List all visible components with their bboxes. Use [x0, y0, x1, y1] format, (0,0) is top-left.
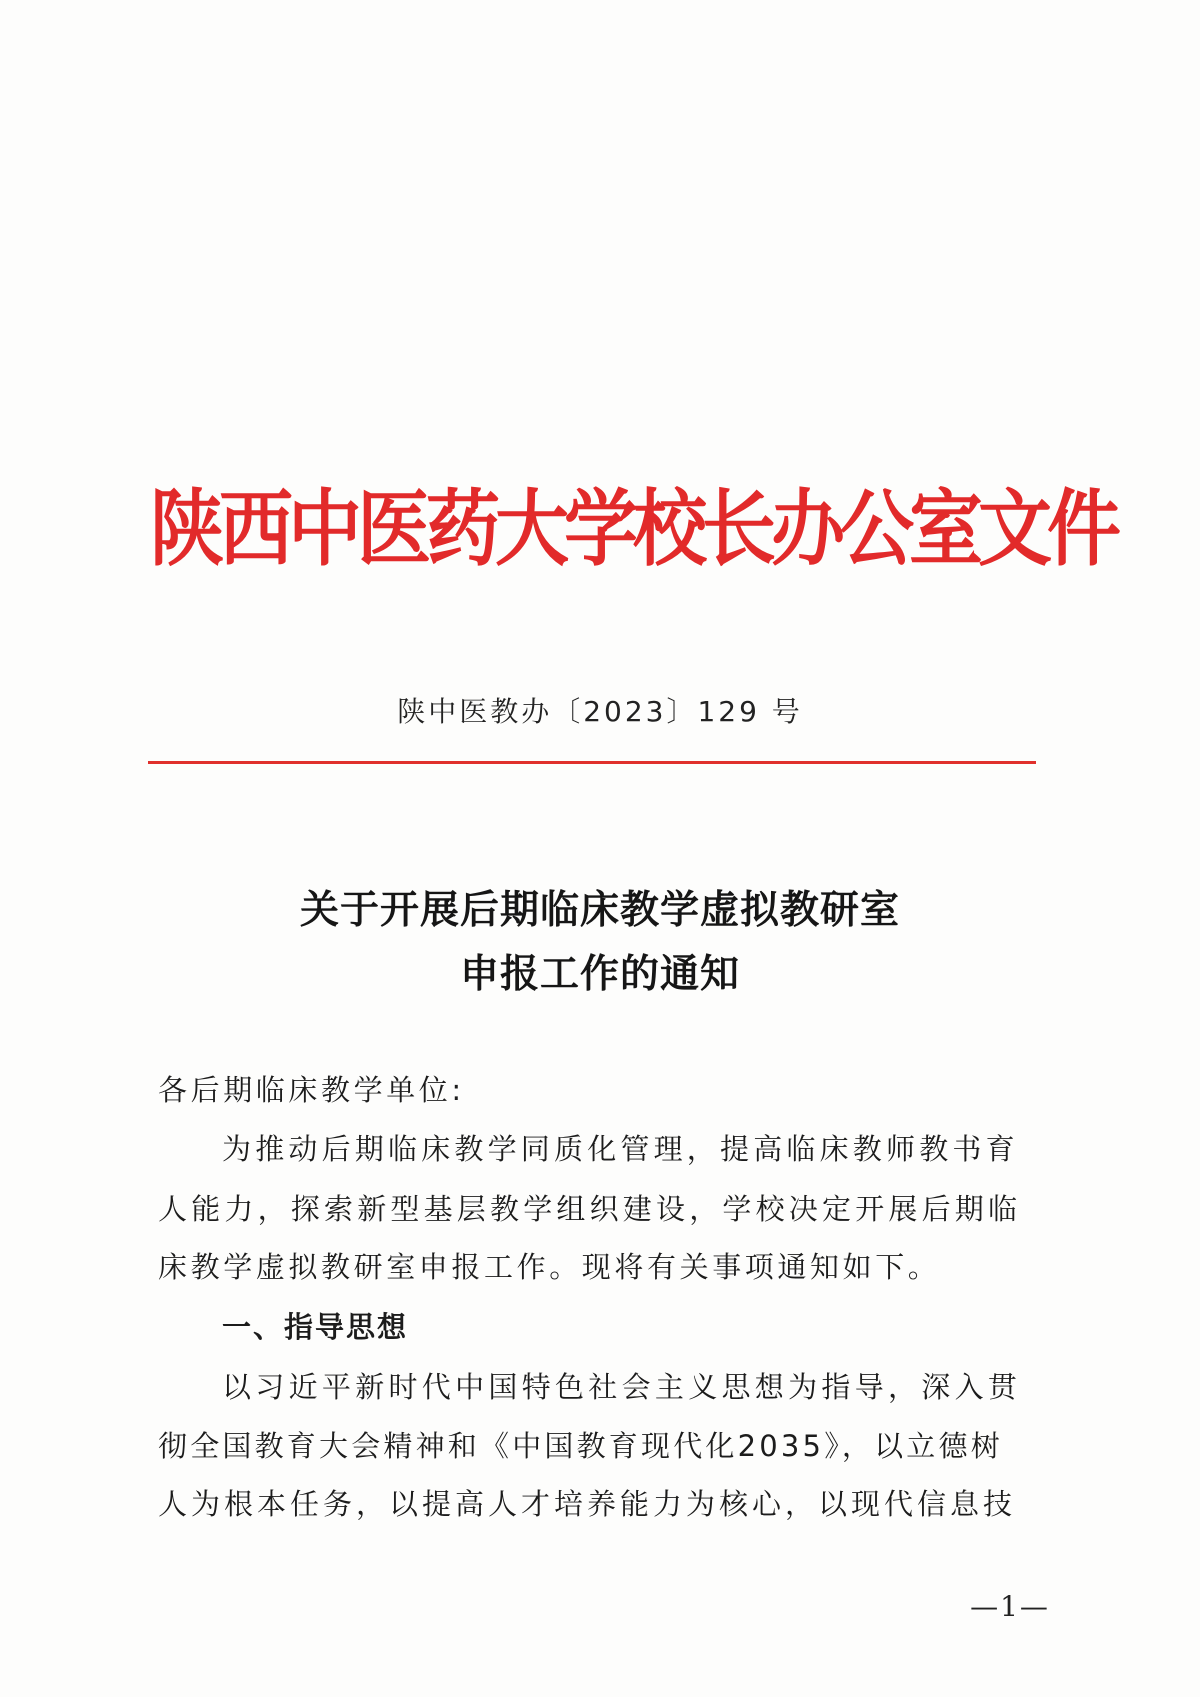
document-number: 陕中医教办〔2023〕129 号 — [397, 695, 803, 728]
paragraph-1-line-3: 床教学虚拟教研室申报工作。现将有关事项通知如下。 — [158, 1250, 941, 1284]
paragraph-1-line-1: 为推动后期临床教学同质化管理，提高临床教师教书育 — [222, 1132, 1019, 1166]
paragraph-1-line-2: 人能力，探索新型基层教学组织建设，学校决定开展后期临 — [158, 1192, 1022, 1226]
paragraph-2-line-3: 人为根本任务，以提高人才培养能力为核心，以现代信息技 — [158, 1487, 1017, 1521]
red-divider-line — [148, 761, 1036, 764]
paragraph-2-line-1: 以习近平新时代中国特色社会主义思想为指导，深入贯 — [222, 1370, 1022, 1404]
issuing-office-title: 陕西中医药大学校长办公室文件 — [150, 481, 1116, 578]
paragraph-2-line-2: 彻全国教育大会精神和《中国教育现代化2035》，以立德树 — [158, 1429, 1003, 1463]
salutation: 各后期临床教学单位: — [158, 1073, 465, 1107]
notice-title-line-2: 申报工作的通知 — [459, 951, 740, 997]
section-heading-guiding-ideology: 一、指导思想 — [222, 1310, 409, 1344]
notice-title — [160, 878, 1040, 1006]
page-number: —1— — [970, 1590, 1050, 1623]
notice-title-line-1: 关于开展后期临床教学虚拟教研室 — [299, 887, 900, 933]
